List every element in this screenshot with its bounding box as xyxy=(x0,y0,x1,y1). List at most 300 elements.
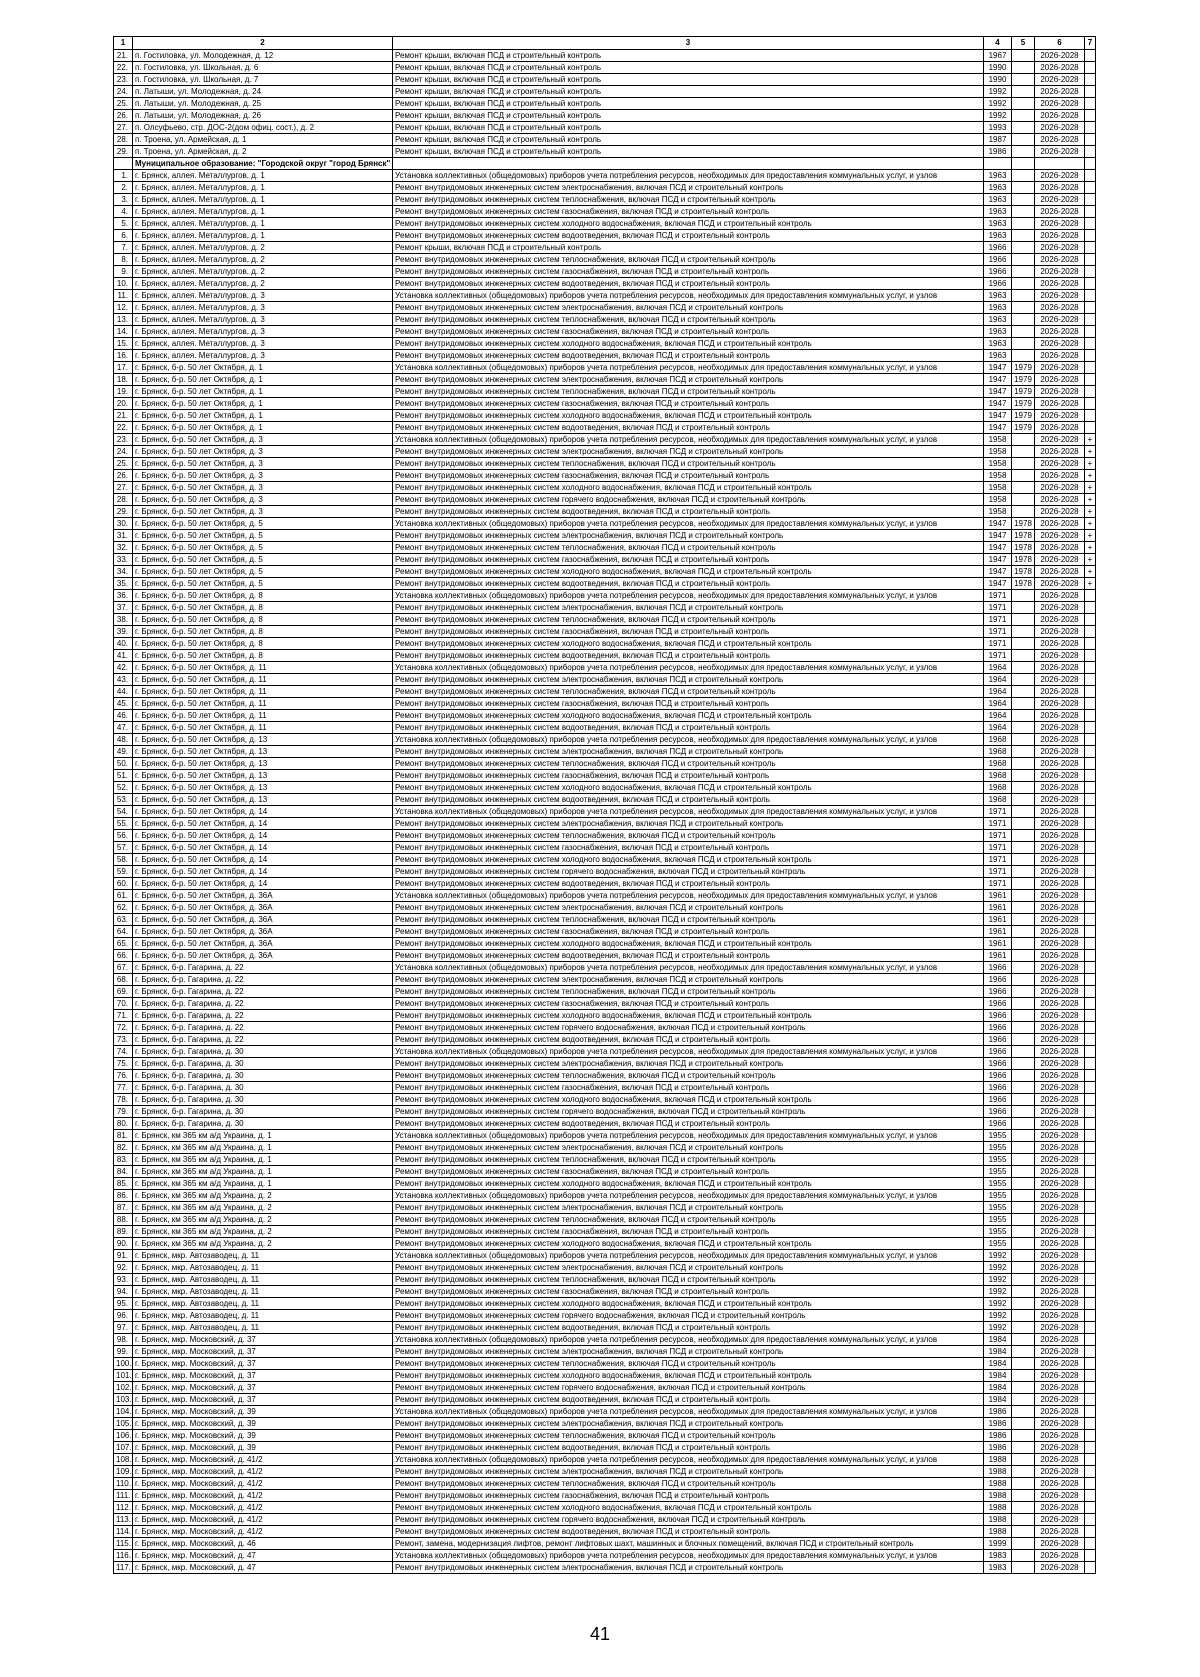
period-cell: 2026-2028 xyxy=(1035,602,1085,614)
work-type-cell: Ремонт внутридомовых инженерных систем газоснабжения, включая ПСД и строительный контроль xyxy=(393,1286,984,1298)
mark-cell xyxy=(1085,1562,1096,1574)
work-type-cell: Установка коллективных (общедомовых) приборов учета потребления ресурсов, необходимых для предоставления коммунальных услуг, и узлов xyxy=(393,662,984,674)
period-cell: 2026-2028 xyxy=(1035,110,1085,122)
work-type-cell: Ремонт внутридомовых инженерных систем газоснабжения, включая ПСД и строительный контроль xyxy=(393,770,984,782)
period-cell: 2026-2028 xyxy=(1035,1538,1085,1550)
row-number: 16. xyxy=(114,350,133,362)
row-number: 5. xyxy=(114,218,133,230)
build-year-cell: 1966 xyxy=(984,1118,1012,1130)
address-cell: г. Брянск, аллея. Металлургов, д. 1 xyxy=(133,230,393,242)
mark-cell: + xyxy=(1085,578,1096,590)
period-cell: 2026-2028 xyxy=(1035,842,1085,854)
row-number: 26. xyxy=(114,470,133,482)
address-cell: г. Брянск, аллея. Металлургов, д. 1 xyxy=(133,170,393,182)
row-number: 8. xyxy=(114,254,133,266)
build-year-cell: 1992 xyxy=(984,1310,1012,1322)
address-cell: г. Брянск, б-р. 50 лет Октября, д. 3 xyxy=(133,506,393,518)
table-row xyxy=(114,326,1096,338)
table-row xyxy=(114,278,1096,290)
table-row xyxy=(114,230,1096,242)
address-cell: г. Брянск, аллея. Металлургов, д. 1 xyxy=(133,206,393,218)
work-type-cell: Ремонт внутридомовых инженерных систем электроснабжения, включая ПСД и строительный контроль xyxy=(393,1202,984,1214)
address-cell: г. Брянск, мкр. Автозаводец, д. 11 xyxy=(133,1322,393,1334)
mark-cell xyxy=(1085,662,1096,674)
table-row xyxy=(114,1118,1096,1130)
reconstruction-year-cell xyxy=(1012,242,1035,254)
build-year-cell: 1966 xyxy=(984,254,1012,266)
reconstruction-year-cell xyxy=(1012,758,1035,770)
reconstruction-year-cell xyxy=(1012,350,1035,362)
build-year-cell: 1963 xyxy=(984,182,1012,194)
table-row xyxy=(114,302,1096,314)
row-number: 15. xyxy=(114,338,133,350)
period-cell: 2026-2028 xyxy=(1035,1502,1085,1514)
row-number: 42. xyxy=(114,662,133,674)
reconstruction-year-cell xyxy=(1012,290,1035,302)
reconstruction-year-cell: 1979 xyxy=(1012,410,1035,422)
mark-cell xyxy=(1085,1490,1096,1502)
mark-cell: + xyxy=(1085,518,1096,530)
reconstruction-year-cell: 1978 xyxy=(1012,578,1035,590)
table-row xyxy=(114,50,1096,62)
reconstruction-year-cell xyxy=(1012,614,1035,626)
reconstruction-year-cell xyxy=(1012,830,1035,842)
table-row xyxy=(114,1202,1096,1214)
address-cell: г. Брянск, б-р. 50 лет Октября, д. 11 xyxy=(133,698,393,710)
table-row xyxy=(114,1274,1096,1286)
row-number: 74. xyxy=(114,1046,133,1058)
address-cell: г. Брянск, б-р. 50 лет Октября, д. 36А xyxy=(133,890,393,902)
row-number: 22. xyxy=(114,62,133,74)
reconstruction-year-cell xyxy=(1012,134,1035,146)
period-cell: 2026-2028 xyxy=(1035,134,1085,146)
row-number: 12. xyxy=(114,302,133,314)
row-number: 90. xyxy=(114,1238,133,1250)
period-cell: 2026-2028 xyxy=(1035,566,1085,578)
mark-cell xyxy=(1085,1070,1096,1082)
table-row xyxy=(114,818,1096,830)
work-type-cell: Ремонт внутридомовых инженерных систем теплоснабжения, включая ПСД и строительный контроль xyxy=(393,1214,984,1226)
build-year-cell: 1992 xyxy=(984,1298,1012,1310)
work-type-cell: Ремонт, замена, модернизация лифтов, ремонт лифтовых шахт, машинных и блочных помещений, включая ПСД и строительный контроль xyxy=(393,1538,984,1550)
work-type-cell xyxy=(393,158,984,170)
reconstruction-year-cell: 1978 xyxy=(1012,566,1035,578)
mark-cell xyxy=(1085,998,1096,1010)
address-cell: г. Брянск, б-р. 50 лет Октября, д. 1 xyxy=(133,386,393,398)
row-number: 25. xyxy=(114,98,133,110)
period-cell: 2026-2028 xyxy=(1035,986,1085,998)
row-number: 99. xyxy=(114,1346,133,1358)
build-year-cell: 1971 xyxy=(984,878,1012,890)
build-year-cell: 1963 xyxy=(984,350,1012,362)
reconstruction-year-cell xyxy=(1012,986,1035,998)
period-cell: 2026-2028 xyxy=(1035,434,1085,446)
period-cell: 2026-2028 xyxy=(1035,1154,1085,1166)
table-row xyxy=(114,674,1096,686)
address-cell: г. Брянск, км 365 км а/д Украина, д. 2 xyxy=(133,1190,393,1202)
mark-cell xyxy=(1085,1454,1096,1466)
work-type-cell: Установка коллективных (общедомовых) приборов учета потребления ресурсов, необходимых для предоставления коммунальных услуг, и узлов xyxy=(393,1046,984,1058)
reconstruction-year-cell xyxy=(1012,890,1035,902)
build-year-cell: 1990 xyxy=(984,62,1012,74)
mark-cell xyxy=(1085,914,1096,926)
address-cell: г. Брянск, б-р. 50 лет Октября, д. 8 xyxy=(133,602,393,614)
row-number: 51. xyxy=(114,770,133,782)
build-year-cell: 1958 xyxy=(984,506,1012,518)
period-cell: 2026-2028 xyxy=(1035,242,1085,254)
row-number: 69. xyxy=(114,986,133,998)
build-year-cell: 1963 xyxy=(984,230,1012,242)
table-row xyxy=(114,1130,1096,1142)
table-row xyxy=(114,770,1096,782)
build-year-cell: 1966 xyxy=(984,1058,1012,1070)
reconstruction-year-cell xyxy=(1012,1562,1035,1574)
address-cell: г. Брянск, б-р. 50 лет Октября, д. 3 xyxy=(133,482,393,494)
address-cell: г. Брянск, км 365 км а/д Украина, д. 1 xyxy=(133,1166,393,1178)
work-type-cell: Ремонт внутридомовых инженерных систем газоснабжения, включая ПСД и строительный контроль xyxy=(393,842,984,854)
reconstruction-year-cell xyxy=(1012,482,1035,494)
build-year-cell: 1955 xyxy=(984,1130,1012,1142)
address-cell: г. Брянск, мкр. Московский, д. 39 xyxy=(133,1430,393,1442)
row-number: 115. xyxy=(114,1538,133,1550)
table-row xyxy=(114,446,1096,458)
table-row xyxy=(114,242,1096,254)
build-year-cell: 1984 xyxy=(984,1334,1012,1346)
mark-cell xyxy=(1085,62,1096,74)
table-row xyxy=(114,458,1096,470)
period-cell: 2026-2028 xyxy=(1035,818,1085,830)
table-row xyxy=(114,1430,1096,1442)
reconstruction-year-cell xyxy=(1012,1130,1035,1142)
mark-cell xyxy=(1085,590,1096,602)
work-type-cell: Ремонт внутридомовых инженерных систем газоснабжения, включая ПСД и строительный контроль xyxy=(393,1082,984,1094)
table-row xyxy=(114,1466,1096,1478)
period-cell: 2026-2028 xyxy=(1035,890,1085,902)
mark-cell xyxy=(1085,1442,1096,1454)
table-row xyxy=(114,1334,1096,1346)
work-type-cell: Ремонт внутридомовых инженерных систем электроснабжения, включая ПСД и строительный контроль xyxy=(393,446,984,458)
work-type-cell: Установка коллективных (общедомовых) приборов учета потребления ресурсов, необходимых для предоставления коммунальных услуг, и узлов xyxy=(393,1130,984,1142)
build-year-cell: 1992 xyxy=(984,98,1012,110)
period-cell: 2026-2028 xyxy=(1035,374,1085,386)
address-cell: г. Брянск, б-р. 50 лет Октября, д. 36А xyxy=(133,950,393,962)
reconstruction-year-cell xyxy=(1012,1406,1035,1418)
work-type-cell: Ремонт внутридомовых инженерных систем теплоснабжения, включая ПСД и строительный контроль xyxy=(393,986,984,998)
work-type-cell: Ремонт внутридомовых инженерных систем холодного водоснабжения, включая ПСД и строительный контроль xyxy=(393,338,984,350)
address-cell: г. Брянск, б-р. 50 лет Октября, д. 13 xyxy=(133,782,393,794)
mark-cell xyxy=(1085,902,1096,914)
work-type-cell: Ремонт внутридомовых инженерных систем холодного водоснабжения, включая ПСД и строительный контроль xyxy=(393,482,984,494)
period-cell: 2026-2028 xyxy=(1035,926,1085,938)
row-number: 38. xyxy=(114,614,133,626)
address-cell: г. Брянск, б-р. 50 лет Октября, д. 14 xyxy=(133,866,393,878)
table-row xyxy=(114,554,1096,566)
work-type-cell: Ремонт крыши, включая ПСД и строительный контроль xyxy=(393,62,984,74)
reconstruction-year-cell xyxy=(1012,722,1035,734)
row-number: 86. xyxy=(114,1190,133,1202)
build-year-cell: 1947 xyxy=(984,362,1012,374)
address-cell: г. Брянск, б-р. 50 лет Октября, д. 8 xyxy=(133,626,393,638)
work-type-cell: Ремонт внутридомовых инженерных систем газоснабжения, включая ПСД и строительный контроль xyxy=(393,1490,984,1502)
row-number: 47. xyxy=(114,722,133,734)
build-year-cell: 1971 xyxy=(984,830,1012,842)
work-type-cell: Ремонт внутридомовых инженерных систем водоотведения, включая ПСД и строительный контроль xyxy=(393,650,984,662)
table-row xyxy=(114,710,1096,722)
reconstruction-year-cell xyxy=(1012,1166,1035,1178)
reconstruction-year-cell xyxy=(1012,662,1035,674)
reconstruction-year-cell xyxy=(1012,62,1035,74)
reconstruction-year-cell: 1979 xyxy=(1012,422,1035,434)
reconstruction-year-cell xyxy=(1012,1274,1035,1286)
row-number: 103. xyxy=(114,1394,133,1406)
work-type-cell: Ремонт внутридомовых инженерных систем холодного водоснабжения, включая ПСД и строительный контроль xyxy=(393,854,984,866)
mark-cell xyxy=(1085,290,1096,302)
reconstruction-year-cell xyxy=(1012,626,1035,638)
build-year-cell: 1971 xyxy=(984,650,1012,662)
reconstruction-year-cell xyxy=(1012,338,1035,350)
row-number: 29. xyxy=(114,146,133,158)
period-cell: 2026-2028 xyxy=(1035,962,1085,974)
address-cell: г. Брянск, аллея. Металлургов, д. 2 xyxy=(133,242,393,254)
work-type-cell: Ремонт внутридомовых инженерных систем электроснабжения, включая ПСД и строительный контроль xyxy=(393,302,984,314)
reconstruction-year-cell: 1978 xyxy=(1012,530,1035,542)
municipality-row xyxy=(114,158,1096,170)
mark-cell xyxy=(1085,806,1096,818)
reconstruction-year-cell xyxy=(1012,218,1035,230)
reconstruction-year-cell xyxy=(1012,182,1035,194)
build-year-cell: 1963 xyxy=(984,338,1012,350)
row-number: 46. xyxy=(114,710,133,722)
address-cell: г. Брянск, б-р. 50 лет Октября, д. 13 xyxy=(133,746,393,758)
row-number: 64. xyxy=(114,926,133,938)
row-number: 27. xyxy=(114,122,133,134)
address-cell: г. Брянск, б-р. Гагарина, д. 22 xyxy=(133,998,393,1010)
reconstruction-year-cell xyxy=(1012,254,1035,266)
mark-cell xyxy=(1085,1466,1096,1478)
build-year-cell: 1966 xyxy=(984,266,1012,278)
mark-cell xyxy=(1085,74,1096,86)
period-cell: 2026-2028 xyxy=(1035,1022,1085,1034)
period-cell: 2026-2028 xyxy=(1035,1406,1085,1418)
period-cell: 2026-2028 xyxy=(1035,1094,1085,1106)
row-number: 31. xyxy=(114,530,133,542)
build-year-cell: 1955 xyxy=(984,1238,1012,1250)
address-cell: г. Брянск, б-р. 50 лет Октября, д. 8 xyxy=(133,638,393,650)
address-cell: г. Брянск, мкр. Московский, д. 37 xyxy=(133,1394,393,1406)
table-row xyxy=(114,842,1096,854)
work-type-cell: Ремонт внутридомовых инженерных систем холодного водоснабжения, включая ПСД и строительный контроль xyxy=(393,1370,984,1382)
work-type-cell: Ремонт внутридомовых инженерных систем водоотведения, включая ПСД и строительный контроль xyxy=(393,578,984,590)
address-cell: Муниципальное образование: "Городской округ "город Брянск" xyxy=(133,158,393,170)
reconstruction-year-cell xyxy=(1012,866,1035,878)
build-year-cell: 1966 xyxy=(984,278,1012,290)
address-cell: г. Брянск, мкр. Автозаводец, д. 11 xyxy=(133,1298,393,1310)
table-row xyxy=(114,494,1096,506)
work-type-cell: Ремонт внутридомовых инженерных систем газоснабжения, включая ПСД и строительный контроль xyxy=(393,698,984,710)
table-row xyxy=(114,1358,1096,1370)
build-year-cell: 1947 xyxy=(984,422,1012,434)
work-type-cell: Ремонт внутридомовых инженерных систем электроснабжения, включая ПСД и строительный контроль xyxy=(393,1058,984,1070)
reconstruction-year-cell xyxy=(1012,782,1035,794)
mark-cell: + xyxy=(1085,530,1096,542)
mark-cell xyxy=(1085,1034,1096,1046)
work-type-cell: Ремонт внутридомовых инженерных систем водоотведения, включая ПСД и строительный контроль xyxy=(393,950,984,962)
reconstruction-year-cell xyxy=(1012,50,1035,62)
period-cell: 2026-2028 xyxy=(1035,1418,1085,1430)
table-row xyxy=(114,86,1096,98)
table-row xyxy=(114,1010,1096,1022)
build-year-cell: 1971 xyxy=(984,590,1012,602)
mark-cell xyxy=(1085,1502,1096,1514)
table-row xyxy=(114,254,1096,266)
mark-cell xyxy=(1085,326,1096,338)
row-number: 88. xyxy=(114,1214,133,1226)
work-type-cell: Ремонт внутридомовых инженерных систем электроснабжения, включая ПСД и строительный контроль xyxy=(393,974,984,986)
mark-cell xyxy=(1085,734,1096,746)
work-type-cell: Ремонт внутридомовых инженерных систем горячего водоснабжения, включая ПСД и строительный контроль xyxy=(393,1514,984,1526)
table-row xyxy=(114,1226,1096,1238)
build-year-cell: 1966 xyxy=(984,962,1012,974)
build-year-cell: 1992 xyxy=(984,86,1012,98)
address-cell: п. Олсуфьево, стр. ДОС-2(дом офиц. сост.), д. 2 xyxy=(133,122,393,134)
reconstruction-year-cell xyxy=(1012,902,1035,914)
work-type-cell: Ремонт внутридомовых инженерных систем водоотведения, включая ПСД и строительный контроль xyxy=(393,278,984,290)
build-year-cell: 1988 xyxy=(984,1514,1012,1526)
row-number: 82. xyxy=(114,1142,133,1154)
build-year-cell: 1993 xyxy=(984,122,1012,134)
address-cell: г. Брянск, б-р. 50 лет Октября, д. 8 xyxy=(133,590,393,602)
mark-cell xyxy=(1085,1190,1096,1202)
table-row xyxy=(114,290,1096,302)
row-number: 24. xyxy=(114,86,133,98)
table-row xyxy=(114,722,1096,734)
table-row xyxy=(114,1478,1096,1490)
row-number: 102. xyxy=(114,1382,133,1394)
work-type-cell: Ремонт внутридомовых инженерных систем водоотведения, включая ПСД и строительный контроль xyxy=(393,878,984,890)
reconstruction-year-cell xyxy=(1012,1346,1035,1358)
build-year-cell: 1955 xyxy=(984,1202,1012,1214)
work-type-cell: Ремонт внутридомовых инженерных систем горячего водоснабжения, включая ПСД и строительный контроль xyxy=(393,866,984,878)
table-row xyxy=(114,566,1096,578)
work-type-cell: Ремонт внутридомовых инженерных систем электроснабжения, включая ПСД и строительный контроль xyxy=(393,746,984,758)
row-number: 29. xyxy=(114,506,133,518)
work-type-cell: Установка коллективных (общедомовых) приборов учета потребления ресурсов, необходимых для предоставления коммунальных услуг, и узлов xyxy=(393,1190,984,1202)
build-year-cell: 1986 xyxy=(984,1418,1012,1430)
row-number: 2. xyxy=(114,182,133,194)
build-year-cell: 1961 xyxy=(984,902,1012,914)
table-row xyxy=(114,542,1096,554)
reconstruction-year-cell xyxy=(1012,1226,1035,1238)
period-cell: 2026-2028 xyxy=(1035,1274,1085,1286)
address-cell: г. Брянск, б-р. 50 лет Октября, д. 5 xyxy=(133,554,393,566)
mark-cell xyxy=(1085,1118,1096,1130)
work-type-cell: Ремонт внутридомовых инженерных систем электроснабжения, включая ПСД и строительный контроль xyxy=(393,1466,984,1478)
work-type-cell: Ремонт внутридомовых инженерных систем электроснабжения, включая ПСД и строительный контроль xyxy=(393,1418,984,1430)
build-year-cell: 1984 xyxy=(984,1394,1012,1406)
period-cell: 2026-2028 xyxy=(1035,1490,1085,1502)
table-row xyxy=(114,578,1096,590)
address-cell: г. Брянск, б-р. 50 лет Октября, д. 11 xyxy=(133,710,393,722)
reconstruction-year-cell xyxy=(1012,206,1035,218)
table-row xyxy=(114,194,1096,206)
reconstruction-year-cell: 1978 xyxy=(1012,542,1035,554)
reconstruction-year-cell xyxy=(1012,878,1035,890)
mark-cell xyxy=(1085,830,1096,842)
mark-cell xyxy=(1085,182,1096,194)
build-year-cell: 1988 xyxy=(984,1478,1012,1490)
address-cell: г. Брянск, мкр. Московский, д. 47 xyxy=(133,1562,393,1574)
reconstruction-year-cell xyxy=(1012,1190,1035,1202)
period-cell: 2026-2028 xyxy=(1035,62,1085,74)
period-cell: 2026-2028 xyxy=(1035,554,1085,566)
table-row xyxy=(114,1046,1096,1058)
build-year-cell: 1966 xyxy=(984,1082,1012,1094)
table-row xyxy=(114,1262,1096,1274)
row-number: 84. xyxy=(114,1166,133,1178)
reconstruction-year-cell xyxy=(1012,1286,1035,1298)
mark-cell xyxy=(1085,242,1096,254)
row-number: 81. xyxy=(114,1130,133,1142)
work-type-cell: Ремонт внутридомовых инженерных систем холодного водоснабжения, включая ПСД и строительный контроль xyxy=(393,638,984,650)
period-cell: 2026-2028 xyxy=(1035,1130,1085,1142)
address-cell: г. Брянск, мкр. Автозаводец, д. 11 xyxy=(133,1310,393,1322)
address-cell: г. Брянск, б-р. Гагарина, д. 30 xyxy=(133,1082,393,1094)
table-row xyxy=(114,614,1096,626)
period-cell: 2026-2028 xyxy=(1035,950,1085,962)
row-number: 21. xyxy=(114,50,133,62)
row-number: 1. xyxy=(114,170,133,182)
row-number: 41. xyxy=(114,650,133,662)
build-year-cell: 1955 xyxy=(984,1154,1012,1166)
build-year-cell: 1966 xyxy=(984,1070,1012,1082)
reconstruction-year-cell xyxy=(1012,962,1035,974)
mark-cell: + xyxy=(1085,506,1096,518)
build-year-cell: 1988 xyxy=(984,1466,1012,1478)
work-type-cell: Установка коллективных (общедомовых) приборов учета потребления ресурсов, необходимых для предоставления коммунальных услуг, и узлов xyxy=(393,1550,984,1562)
address-cell: г. Брянск, мкр. Московский, д. 39 xyxy=(133,1442,393,1454)
mark-cell xyxy=(1085,386,1096,398)
mark-cell xyxy=(1085,1262,1096,1274)
reconstruction-year-cell xyxy=(1012,698,1035,710)
work-type-cell: Ремонт внутридомовых инженерных систем газоснабжения, включая ПСД и строительный контроль xyxy=(393,554,984,566)
period-cell: 2026-2028 xyxy=(1035,446,1085,458)
work-type-cell: Ремонт внутридомовых инженерных систем теплоснабжения, включая ПСД и строительный контроль xyxy=(393,458,984,470)
period-cell: 2026-2028 xyxy=(1035,1238,1085,1250)
mark-cell xyxy=(1085,134,1096,146)
table-row xyxy=(114,134,1096,146)
address-cell: г. Брянск, б-р. 50 лет Октября, д. 11 xyxy=(133,662,393,674)
address-cell: г. Брянск, мкр. Московский, д. 41/2 xyxy=(133,1466,393,1478)
address-cell: г. Брянск, мкр. Московский, д. 41/2 xyxy=(133,1454,393,1466)
reconstruction-year-cell xyxy=(1012,1178,1035,1190)
work-type-cell: Ремонт внутридомовых инженерных систем электроснабжения, включая ПСД и строительный контроль xyxy=(393,1262,984,1274)
period-cell: 2026-2028 xyxy=(1035,878,1085,890)
address-cell: г. Брянск, аллея. Металлургов, д. 2 xyxy=(133,266,393,278)
period-cell: 2026-2028 xyxy=(1035,1322,1085,1334)
period-cell: 2026-2028 xyxy=(1035,794,1085,806)
reconstruction-year-cell xyxy=(1012,854,1035,866)
column-header: 2 xyxy=(133,37,393,50)
address-cell: г. Брянск, б-р. Гагарина, д. 22 xyxy=(133,962,393,974)
row-number: 18. xyxy=(114,374,133,386)
address-cell: г. Брянск, б-р. 50 лет Октября, д. 8 xyxy=(133,650,393,662)
table-row xyxy=(114,482,1096,494)
mark-cell xyxy=(1085,638,1096,650)
row-number: 62. xyxy=(114,902,133,914)
work-type-cell: Ремонт внутридомовых инженерных систем холодного водоснабжения, включая ПСД и строительный контроль xyxy=(393,1010,984,1022)
row-number: 50. xyxy=(114,758,133,770)
build-year-cell: 1947 xyxy=(984,410,1012,422)
